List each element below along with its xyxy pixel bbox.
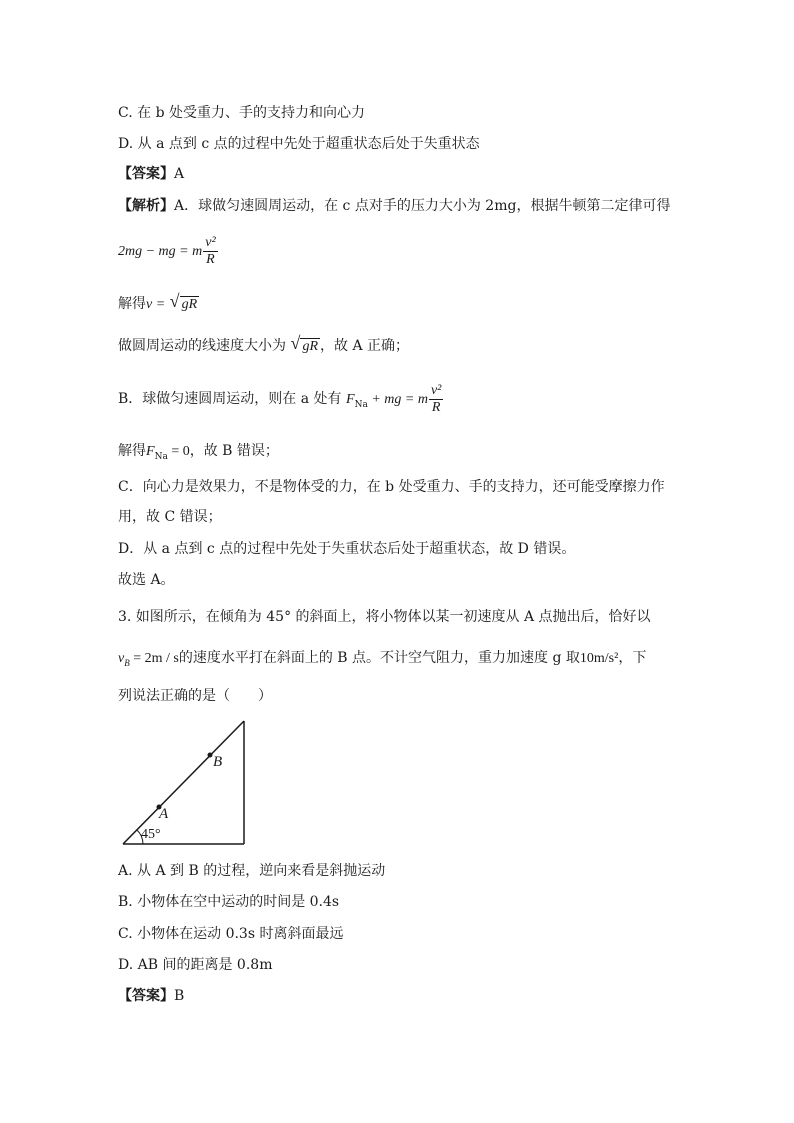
q2-conclusion: 故选 A。 bbox=[118, 572, 175, 588]
solve2-prefix: 解得 bbox=[118, 443, 146, 459]
eq1-left: 2mg − mg = m bbox=[118, 244, 203, 259]
q2-option-c: C. 在 b 处受重力、手的支持力和向心力 bbox=[118, 105, 365, 121]
q3-option-d: D. AB 间的距离是 0.8m bbox=[118, 957, 273, 973]
point-b-label: B bbox=[213, 754, 223, 770]
speed-prefix: 做圆周运动的线速度大小为 bbox=[118, 338, 286, 354]
answer-value: A bbox=[174, 166, 185, 182]
stem-text: 的速度水平打在斜面上的 B 点。不计空气阻力，重力加速度 g 取 bbox=[178, 650, 580, 666]
q3-option-c: C. 小物体在运动 0.3s 时离斜面最远 bbox=[118, 926, 344, 942]
eq2-mid: + mg = m bbox=[367, 392, 428, 407]
stem-end: ，下 bbox=[618, 650, 647, 666]
q3-answer-label: 【答案】 bbox=[118, 988, 174, 1004]
eq1-fraction bbox=[203, 235, 217, 268]
solve1-eq: v = bbox=[146, 297, 166, 312]
analysis-a-text: A．球做匀速圆周运动，在 c 点对手的压力大小为 2mg，根据牛顿第二定律可得 bbox=[174, 198, 671, 214]
point-a-label: A bbox=[159, 806, 169, 822]
q2-analysis-c-2: 用，故 C 错误； bbox=[118, 509, 222, 525]
answer-label: 【答案】 bbox=[118, 166, 174, 182]
point-b-dot bbox=[208, 753, 213, 758]
eq2-fraction bbox=[429, 383, 443, 416]
solve2-suffix: ，故 B 错误； bbox=[189, 443, 279, 459]
eq1-den: R bbox=[206, 251, 215, 267]
q3-answer-value: B bbox=[174, 988, 185, 1004]
q2-speed bbox=[118, 333, 410, 357]
stem-v-val: = 2m / s bbox=[129, 651, 179, 666]
incline-figure bbox=[118, 716, 248, 848]
stem-v: v bbox=[118, 651, 125, 666]
q3-stem-line-1: 3. 如图所示，在倾角为 45° 的斜面上，将小物体以某一初速度从 A 点抛出后，恰好以 bbox=[118, 609, 651, 625]
analysis-label: 【解析】 bbox=[118, 198, 174, 214]
solve1-sqrt: √ gR bbox=[169, 291, 198, 312]
solve2-f: F bbox=[146, 444, 155, 459]
stem-g: 10m/s² bbox=[579, 651, 619, 666]
solve2-sub: Na bbox=[154, 451, 168, 462]
q2-solve-1 bbox=[118, 291, 199, 315]
speed-suffix: ，故 A 正确； bbox=[320, 338, 410, 354]
q2-equation-1 bbox=[118, 234, 219, 269]
q2-analysis-d: D．从 a 点到 c 点的过程中先处于失重状态后处于超重状态，故 D 错误。 bbox=[118, 541, 576, 557]
q3-option-a: A. 从 A 到 B 的过程，逆向来看是斜抛运动 bbox=[118, 863, 386, 879]
angle-label: 45° bbox=[141, 827, 161, 842]
q2-analysis-c-1: C．向心力是效果力，不是物体受的力，在 b 处受重力、手的支持力，还可能受摩擦力作 bbox=[118, 479, 665, 495]
q3-option-b: B. 小物体在空中运动的时间是 0.4s bbox=[118, 894, 340, 910]
eq2-den: R bbox=[431, 399, 441, 415]
q3-stem-line-3: 列说法正确的是（ ） bbox=[118, 688, 272, 704]
q2-answer bbox=[118, 164, 184, 184]
q3-stem-line-2 bbox=[118, 648, 646, 673]
eq2-num: v² bbox=[430, 382, 442, 398]
speed-rad: gR bbox=[302, 339, 319, 354]
q2-option-d: D. 从 a 点到 c 点的过程中先处于超重状态后处于失重状态 bbox=[118, 136, 480, 152]
incline-triangle bbox=[123, 721, 244, 844]
analysis-b-text: B．球做匀速圆周运动，则在 a 处有 bbox=[118, 391, 342, 407]
q2-solve-2 bbox=[118, 441, 279, 467]
stem-v-sub: B bbox=[124, 657, 130, 668]
eq2-sub: Na bbox=[354, 399, 368, 410]
q2-analysis-b bbox=[118, 382, 444, 422]
solve2-eq: = 0 bbox=[167, 444, 190, 459]
speed-sqrt: √ gR bbox=[290, 333, 319, 354]
q2-analysis-a bbox=[118, 196, 670, 216]
q3-answer bbox=[118, 986, 184, 1006]
eq2-left: F bbox=[346, 392, 355, 407]
solve1-prefix: 解得 bbox=[118, 296, 146, 312]
solve1-rad: gR bbox=[181, 297, 198, 312]
eq1-num: v² bbox=[205, 234, 216, 250]
